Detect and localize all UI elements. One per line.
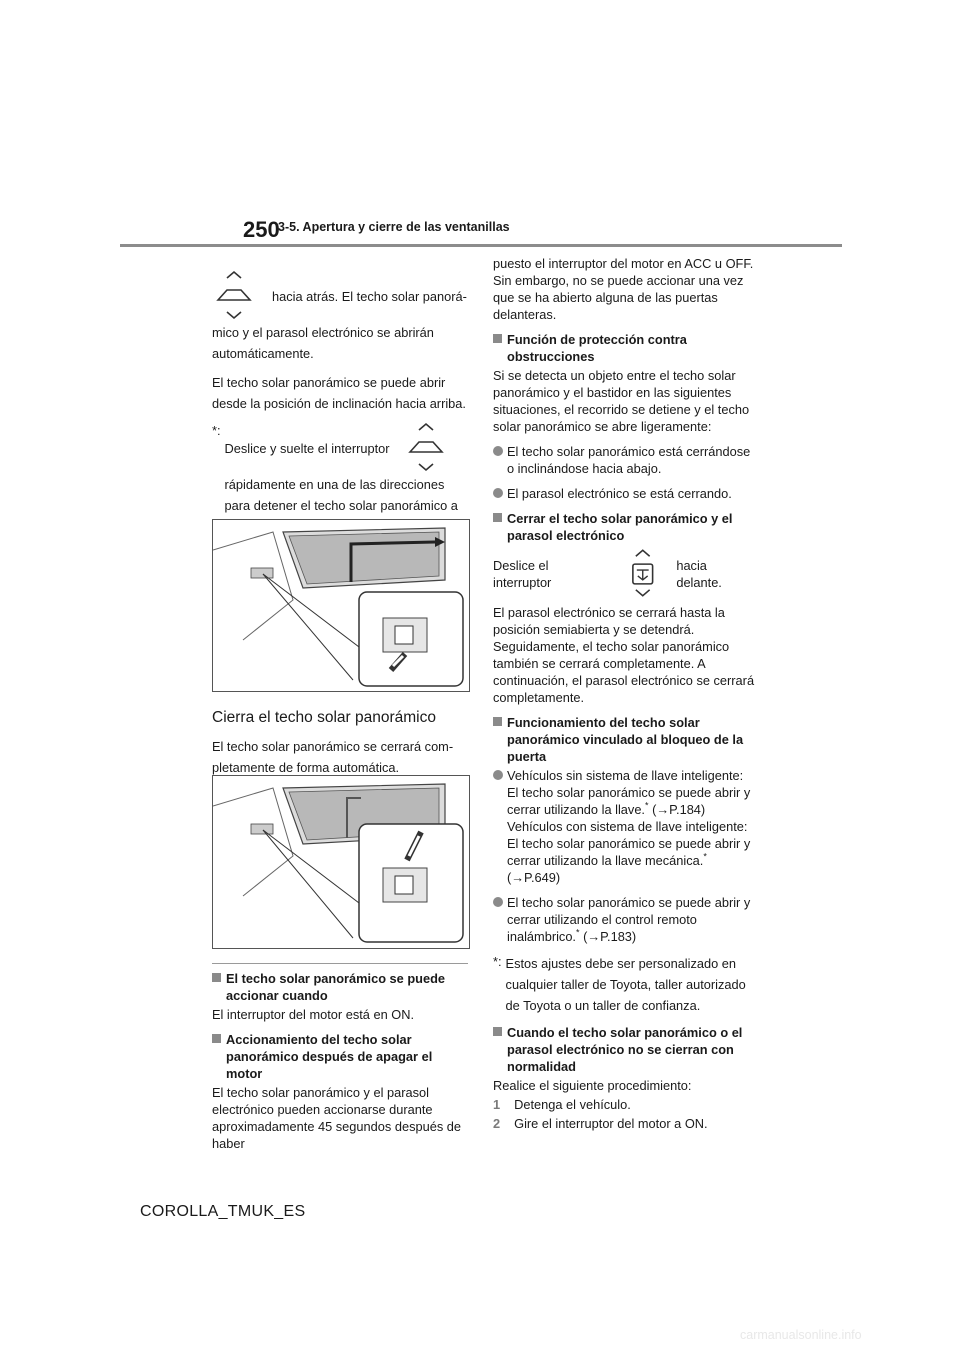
left-column [212, 270, 470, 537]
paragraph-line: pletamente de forma automática. [212, 760, 400, 775]
section-separator [212, 963, 468, 964]
watermark: carmanualsonline.info [740, 1328, 862, 1342]
page-reference: (→P.183) [583, 929, 637, 944]
bullet-text: Vehículos sin sistema de llave inteligente: El techo solar panorámico se puede abrir y cerrar utilizando la llave. [507, 768, 751, 817]
paragraph-line: El techo solar panorámico se cerrará com- [212, 739, 454, 754]
figure-caption: Cierra el techo solar panorámico [212, 709, 436, 726]
section-body: El interruptor del motor está en ON. [212, 1007, 414, 1022]
figure1-caption-block [212, 697, 470, 786]
page-reference: (→P.649) [507, 870, 561, 885]
section-heading: Funcionamiento del techo solar panorámico vinculado al bloqueo de la puerta [493, 714, 755, 765]
switch-text-before: Deslice el interruptor [493, 558, 552, 590]
footnote-marker: *: [493, 954, 502, 969]
header-divider [120, 244, 842, 247]
slide-switch-row [493, 548, 755, 600]
right-column [493, 255, 755, 1134]
sunroof-tilt-switch-icon [214, 270, 254, 322]
section-heading: Cuando el techo solar panorámico o el parasol electrónico no se cierran con normalidad [493, 1024, 755, 1075]
footnote-text-rest: rápidamente en una de las direcciones para detener el techo solar panorámico a [224, 477, 458, 513]
footnote-text: Deslice y suelte el interruptor [224, 440, 390, 456]
bullet-item: El parasol electrónico se está cerrando. [493, 485, 755, 502]
section-body: Si se detecta un objeto entre el techo solar panorámico y el bastidor en las siguientes situaciones, el recorrido se detiene y el techo solar panorámico se abre ligeramente: [493, 368, 750, 434]
section-title: 3-5. Apertura y cierre de las ventanillas [278, 220, 510, 234]
footnote [493, 953, 755, 1016]
paragraph: puesto el interruptor del motor en ACC u OFF. Sin embargo, no se puede accionar una vez que se ha abierto alguna de las puertas delanteras. [493, 256, 754, 322]
bullet-text: Vehículos con sistema de llave inteligente: El techo solar panorámico se puede abrir y cerrar utilizando la llave mecánica. [507, 819, 751, 868]
sunroof-slide-switch-icon [623, 548, 662, 600]
step-text: Gire el interruptor del motor a ON. [514, 1116, 708, 1131]
bullet-item: El techo solar panorámico se puede abrir y cerrar utilizando el control remoto inalámbrico.* (→P.183) [493, 894, 755, 945]
manual-code: COROLLA_TMUK_ES [140, 1203, 306, 1220]
section-body: Realice el siguiente procedimiento: [493, 1078, 692, 1093]
page-reference: (→P.184) [652, 802, 706, 817]
section-body: El techo solar panorámico y el parasol electrónico pueden accionarse durante aproximadamente 45 segundos después de haber [212, 1085, 462, 1151]
bullet-text: El techo solar panorámico se puede abrir y cerrar utilizando el control remoto inalámbrico. [507, 895, 751, 944]
section-heading: El techo solar panorámico se puede accionar cuando [212, 970, 470, 1004]
step-number: 2 [493, 1116, 501, 1131]
tilt-switch-text: hacia atrás. El techo solar panorá- [272, 288, 467, 304]
footnote-marker: *: [212, 423, 221, 438]
sunroof-switch-illustration [212, 519, 470, 692]
section-heading: Cerrar el techo solar panorámico y el parasol electrónico [493, 510, 755, 544]
bullet-item: El techo solar panorámico está cerrándose o inclinándose hacia abajo. [493, 443, 755, 477]
bullet-item: Vehículos sin sistema de llave inteligente: El techo solar panorámico se puede abrir y cerrar utilizando la llave.* (→P.184) Vehículos con sistema de llave inteligente: El techo solar panorámico se puede abrir y cerrar utilizando la llave mecánica.* (→P.649) [493, 767, 755, 886]
sunroof-tilt-switch-icon [406, 422, 446, 474]
paragraph: El techo solar panorámico se puede abrir desde la posición de inclinación hacia arriba. [212, 375, 466, 411]
page-number: 250 [243, 217, 280, 242]
step-text: Detenga el vehículo. [514, 1097, 631, 1112]
left-sections [212, 970, 470, 1160]
section-heading: Accionamiento del techo solar panorámico después de apagar el motor [212, 1031, 470, 1082]
tilt-switch-row [214, 270, 470, 322]
step-item [493, 1115, 755, 1132]
footnote-text: Estos ajustes debe ser personalizado en cualquier taller de Toyota, taller autorizado de Toyota o un taller de confianza. [505, 956, 746, 1013]
step-item [493, 1096, 755, 1113]
sunroof-close-illustration [212, 775, 470, 949]
section-heading: Función de protección contra obstrucciones [493, 331, 755, 365]
section-body: El parasol electrónico se cerrará hasta la posición semiabierta y se detendrá. Seguidamente, el techo solar panorámico también se cerrará completamente. A continuación, el parasol electrónico se cerrará completamente. [493, 605, 755, 705]
paragraph: mico y el parasol electrónico se abrirán automáticamente. [212, 325, 434, 361]
step-number: 1 [493, 1097, 501, 1112]
switch-text-after: hacia delante. [676, 558, 722, 590]
